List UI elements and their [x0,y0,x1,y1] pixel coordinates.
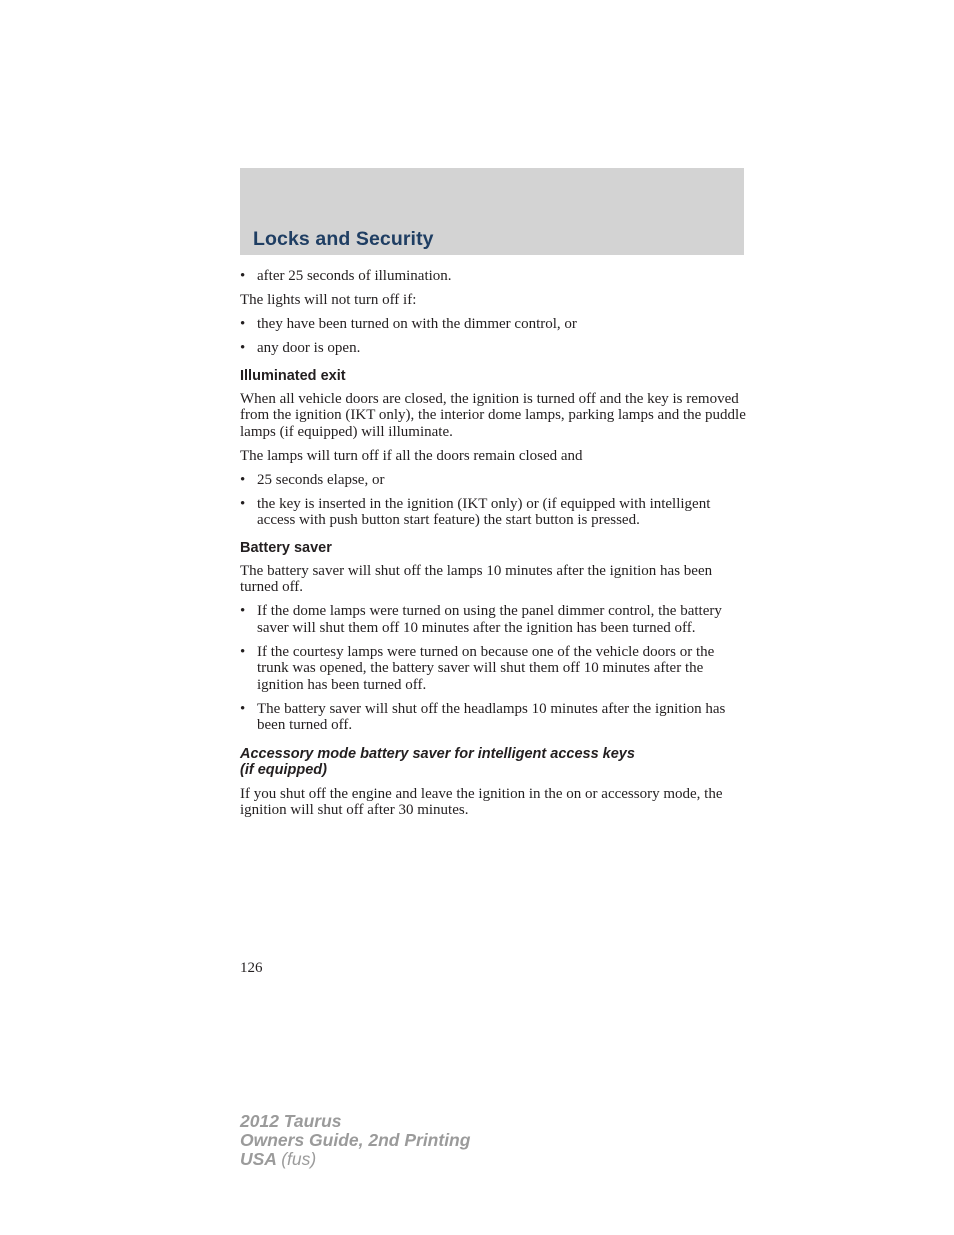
bullet-glyph: • [240,495,246,512]
bullet-list-illuminated-exit [240,472,746,529]
list-item [240,644,746,694]
footer-code: (fus) [281,1149,317,1169]
bullet-glyph: • [240,268,246,284]
footer-edition [240,1112,470,1169]
bullet-glyph: • [240,643,246,660]
page-content [240,268,746,826]
list-item [240,340,746,357]
section-title: Locks and Security [253,228,434,250]
list-item [240,496,746,529]
list-item-text: the key is inserted in the ignition (IKT only) or (if equipped with intelligent access with push button start feature) the start button is pressed. [257,495,711,528]
bullet-glyph: • [240,316,246,332]
footer-line [240,1150,470,1169]
list-item-text: 25 seconds elapse, or [257,471,385,488]
heading-line: Accessory mode battery saver for intelligent access keys [240,745,635,762]
paragraph: If you shut off the engine and leave the ignition in the on or accessory mode, the ignition will shut off after 30 minutes. [240,785,723,818]
list-item [240,268,746,285]
page-number: 126 [240,960,263,976]
list-item [240,603,746,636]
bullet-glyph: • [240,700,246,717]
list-item-text: they have been turned on with the dimmer control, or [257,316,577,332]
heading-illuminated-exit: Illuminated exit [240,367,346,384]
bullet-list-not-off [240,316,746,357]
bullet-glyph: • [240,340,246,356]
heading-battery-saver: Battery saver [240,539,332,556]
bullet-list-battery-saver [240,603,746,734]
paragraph: When all vehicle doors are closed, the ignition is turned off and the key is removed from the ignition (IKT only), the interior dome lamps, parking lamps and the puddle lamps (if equipped) will illuminate. [240,390,746,440]
paragraph: The lights will not turn off if: [240,292,417,308]
bullet-glyph: • [240,603,246,619]
list-item [240,472,746,489]
heading-line: (if equipped) [240,762,327,778]
footer-line: Owners Guide, 2nd Printing [240,1130,471,1150]
list-item-text: after 25 seconds of illumination. [257,268,452,284]
list-item-text: any door is open. [257,340,361,356]
bullet-glyph: • [240,471,246,488]
list-item [240,701,746,734]
heading-accessory-mode [240,746,746,779]
footer-region: USA [240,1149,277,1169]
paragraph: The battery saver will shut off the lamps 10 minutes after the ignition has been turned off. [240,562,713,595]
bullet-list-intro [240,268,746,285]
section-header-band [240,168,744,255]
list-item-text: The battery saver will shut off the headlamps 10 minutes after the ignition has been turned off. [257,700,726,733]
list-item [240,316,746,333]
footer-line: 2012 Taurus [240,1111,342,1131]
paragraph: The lamps will turn off if all the doors remain closed and [240,447,583,464]
list-item-text: If the courtesy lamps were turned on because one of the vehicle doors or the trunk was opened, the battery saver will shut them off 10 minutes after the ignition has been turned off. [257,643,715,693]
list-item-text: If the dome lamps were turned on using the panel dimmer control, the battery saver will shut them off 10 minutes after the ignition has been turned off. [257,603,722,636]
